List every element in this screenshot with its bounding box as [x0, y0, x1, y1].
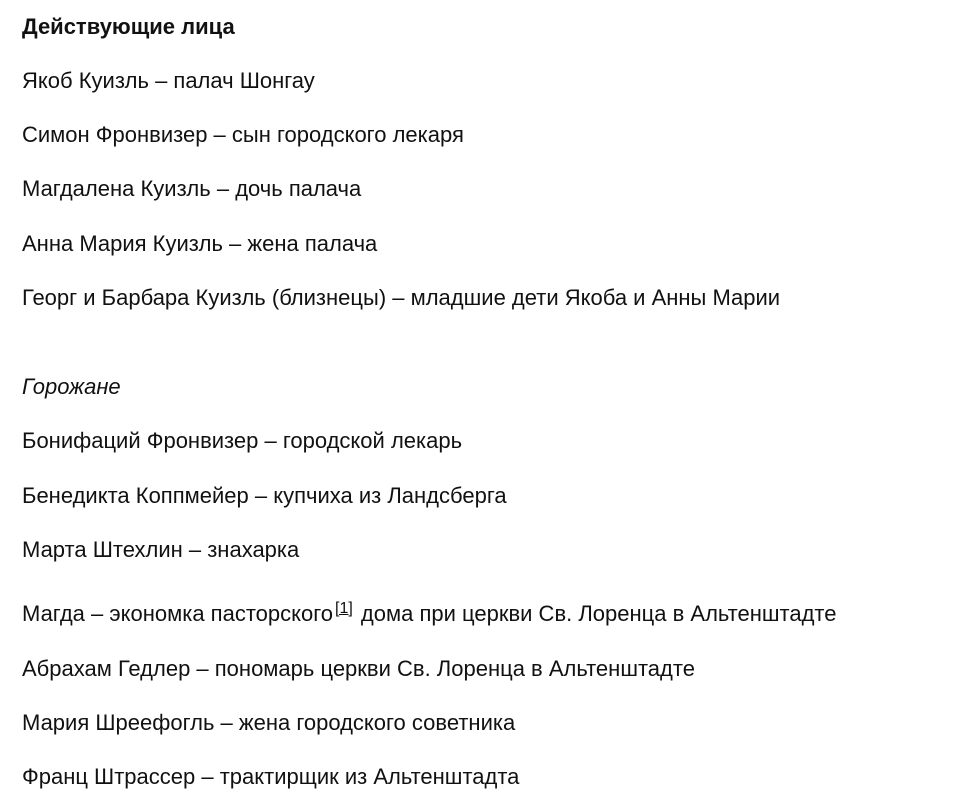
- character-magda-text-before: Магда – экономка пасторского: [22, 601, 334, 626]
- section-title-townspeople: Горожане: [22, 374, 121, 399]
- character-martha: Марта Штехлин – знахарка: [22, 537, 300, 562]
- character-jakob: Якоб Куизль – палач Шонгау: [22, 68, 315, 93]
- footnote-link[interactable]: [1]: [335, 599, 353, 617]
- characters-heading: Действующие лица: [22, 14, 235, 39]
- character-anna-maria: Анна Мария Куизль – жена палача: [22, 231, 378, 256]
- character-abraham: Абрахам Гедлер – пономарь церкви Св. Лоренца в Альтенштадте: [22, 656, 695, 681]
- character-maria: Мария Шреефогль – жена городского советника: [22, 710, 516, 735]
- character-bonifaz: Бонифаций Фронвизер – городской лекарь: [22, 428, 463, 453]
- character-franz: Франц Штрассер – трактирщик из Альтенштадта: [22, 764, 520, 789]
- character-georg-barbara: Георг и Барбара Куизль (близнецы) – младшие дети Якоба и Анны Марии: [22, 285, 781, 310]
- character-simon: Симон Фронвизер – сын городского лекаря: [22, 122, 464, 147]
- character-magda: [22, 601, 836, 627]
- character-magda-text-after: дома при церкви Св. Лоренца в Альтенштадте: [354, 601, 837, 626]
- character-magdalena: Магдалена Куизль – дочь палача: [22, 176, 362, 201]
- character-benedikta: Бенедикта Коппмейер – купчиха из Ландсберга: [22, 483, 507, 508]
